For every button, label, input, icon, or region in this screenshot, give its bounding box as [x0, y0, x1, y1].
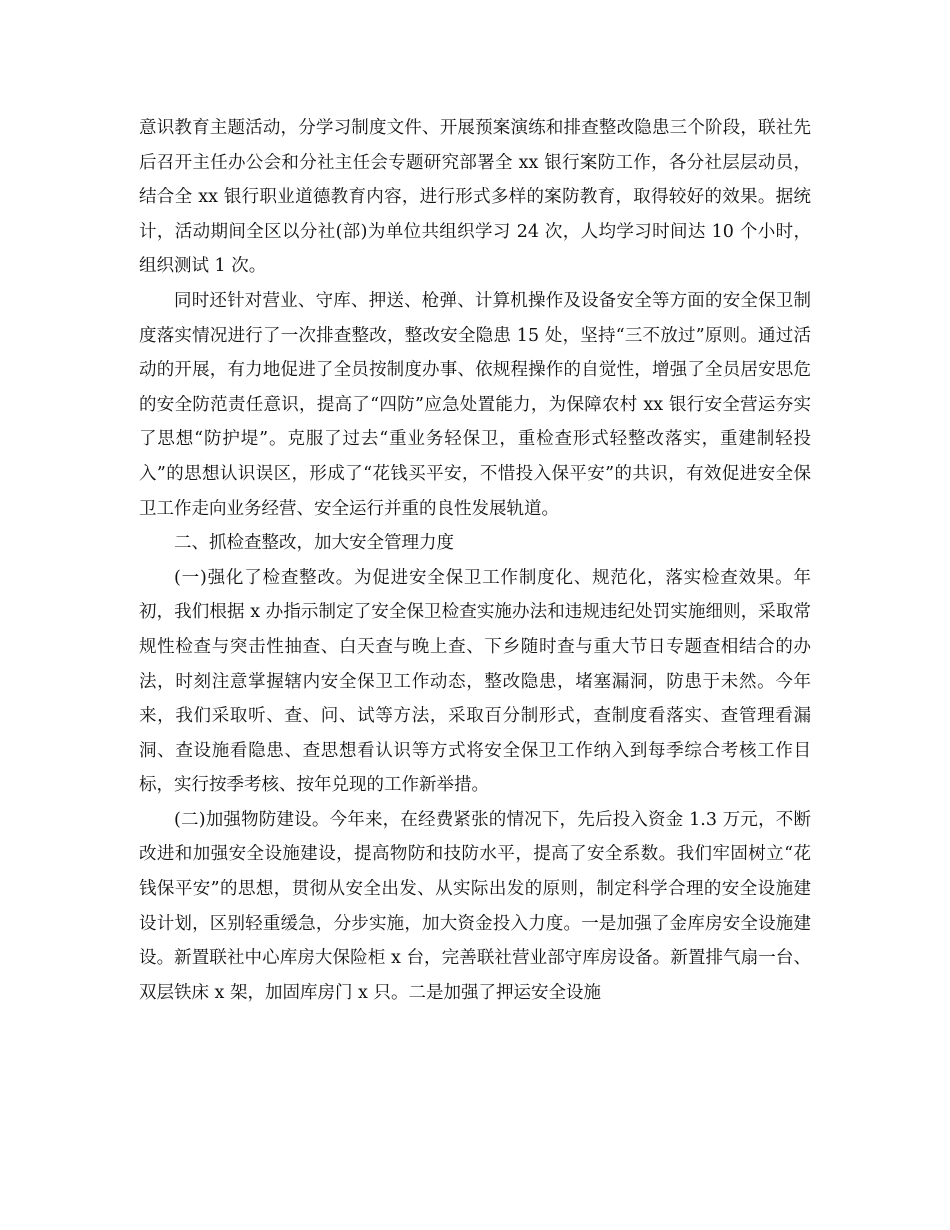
paragraph-security-inspection: 同时还针对营业、守库、押送、枪弹、计算机操作及设备安全等方面的安全保卫制度落实情况进行了一次排查整改，整改安全隐患 15 处，坚持“三不放过”原则。通过活动的开展，有力地促进了全员按制度办事、依规程操作的自觉性，增强了全员居安思危的安全防范责任意识，提高了“四防”应急处置能力，为保障农村 xx 银行安全营运夯实了思想“防护堤”。克服了过去“重业务轻保卫，重检查形式轻整改落实，重建制轻投入”的思想认识误区，形成了“花钱买平安，不惜投入保平安”的共识，有效促进安全保卫工作走向业务经营、安全运行并重的良性发展轨道。: [139, 290, 811, 519]
paragraph-continuation: 意识教育主题活动，分学习制度文件、开展预案演练和排查整改隐患三个阶段，联社先后召开主任办公会和分社主任会专题研究部署全 xx 银行案防工作，各分社层层动员，结合全 xx 银行职业道德教育内容，进行形式多样的案防教育，取得较好的效果。据统计，活动期间全区以分社(部)为单位共组织学习 24 次，人均学习时间达 10 个小时，组织测试 1 次。: [139, 118, 811, 277]
paragraph-strengthen-inspection: (一)强化了检查整改。为促进安全保卫工作制度化、规范化，落实检查效果。年初，我们根据 x 办指示制定了安全保卫检查实施办法和违规违纪处罚实施细则，采取常规性检查与突击性抽查、白天查与晚上查、下乡随时查与重大节日专题查相结合的办法，时刻注意掌握辖内安全保卫工作动态，整改隐患，堵塞漏洞，防患于未然。今年来，我们采取听、查、问、试等方法，采取百分制形式，查制度看落实、查管理看漏洞、查设施看隐患、查思想看认识等方式将安全保卫工作纳入到每季综合考核工作目标，实行按季考核、按年兑现的工作新举措。: [139, 567, 811, 796]
section-heading: 二、抓检查整改，加大安全管理力度: [174, 533, 454, 554]
document-page: [139, 111, 811, 1010]
paragraph-physical-defense: (二)加强物防建设。今年来，在经费紧张的情况下，先后投入资金 1.3 万元，不断改进和加强安全设施建设，提高物防和技防水平，提高了安全系数。我们牢固树立“花钱保平安”的思想，贯彻从安全出发、从实际出发的原则，制定科学合理的安全设施建设计划，区别轻重缓急，分步实施，加大资金投入力度。一是加强了金库房安全设施建设。新置联社中心库房大保险柜 x 台，完善联社营业部守库房设备。新置排气扇一台、双层铁床 x 架，加固库房门 x 只。二是加强了押运安全设施: [139, 809, 811, 1003]
